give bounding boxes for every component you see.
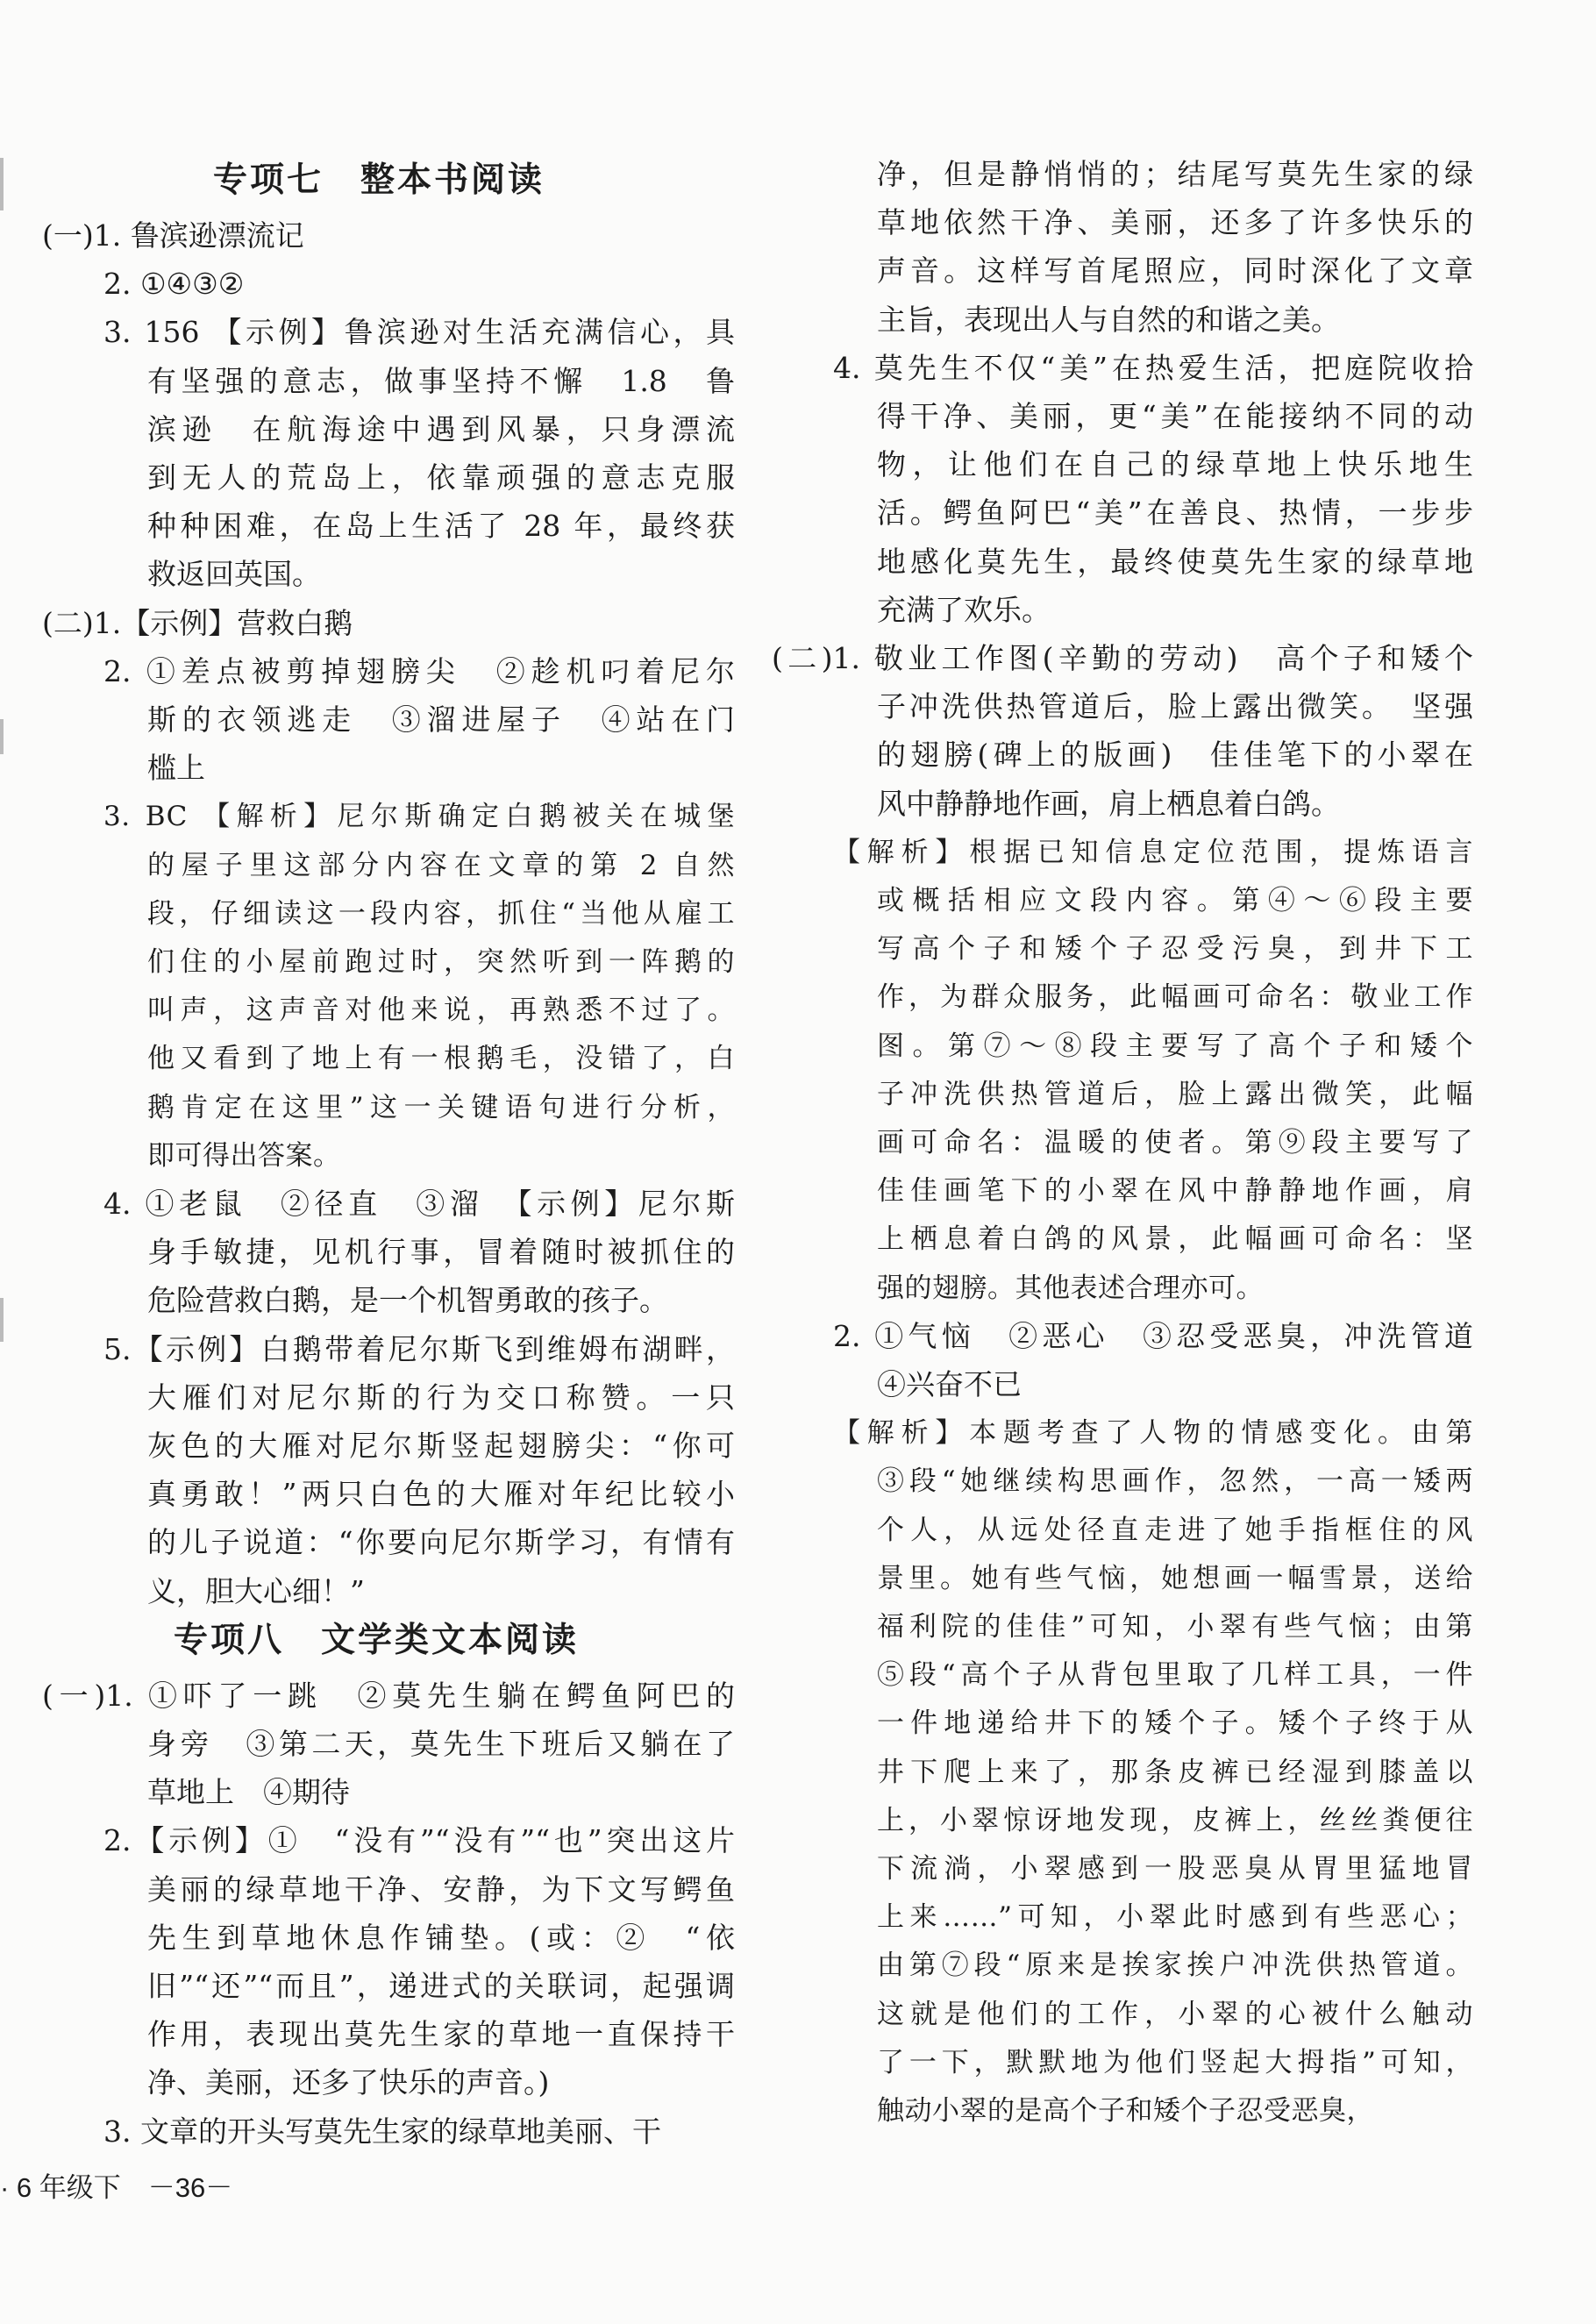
text-line: 身手敏捷，见机行事，冒着随时被抓住的 xyxy=(147,1235,735,1270)
text-line: 触动小翠的是高个子和矮个子忍受恶臭， xyxy=(877,2095,1374,2127)
text-line: 身旁 ③第二天，莫先生下班后又躺在了 xyxy=(147,1727,735,1761)
text-line: 美丽的绿草地干净、安静，为下文写鳄鱼 xyxy=(147,1871,735,1907)
text-line: 们住的小屋前跑过时，突然听到一阵鹅的 xyxy=(147,946,735,978)
text-line: 写高个子和矮个子忍受污臭，到井下工 xyxy=(877,933,1473,966)
text-line: 子冲洗供热管道后，脸上露出微笑，此幅 xyxy=(877,1078,1473,1110)
text-line: 的儿子说道：“你要向尼尔斯学习，有情有 xyxy=(147,1525,735,1560)
text-line: 上栖息着白鸽的风景，此幅画可命名：坚 xyxy=(877,1223,1473,1256)
text-line: 2. ①气恼 ②恶心 ③忍受恶臭，冲洗管道 xyxy=(833,1318,1473,1353)
page-edge-mark xyxy=(0,719,4,754)
text-line: (二)1.【示例】营救白鹅 xyxy=(42,605,353,640)
text-line: (一)1. ①吓了一跳 ②莫先生躺在鳄鱼阿巴的 xyxy=(42,1678,735,1713)
text-line: 即可得出答案。 xyxy=(147,1139,341,1172)
text-line: 【解析】根据已知信息定位范围，提炼语言 xyxy=(833,836,1473,868)
text-line: 子冲洗供热管道后，脸上露出微笑。 坚强 xyxy=(877,689,1473,724)
text-line: 有坚强的意志，做事坚持不懈 1.8 鲁 xyxy=(147,363,735,398)
text-line: 2.【示例】① “没有”“没有”“也”突出这片 xyxy=(103,1823,735,1858)
text-line: 或概括相应文段内容。第④～⑥段主要 xyxy=(877,885,1473,916)
text-line: 2. ①④③② xyxy=(103,267,245,302)
text-line: 2. ①差点被剪掉翅膀尖 ②趁机叼着尼尔 xyxy=(103,653,735,688)
section-title-8: 专项八 文学类文本阅读 xyxy=(174,1619,580,1660)
text-line: 【解析】本题考查了人物的情感变化。由第 xyxy=(833,1417,1473,1450)
text-line: 井下爬上来了，那条皮裤已经湿到膝盖以 xyxy=(877,1756,1473,1788)
text-line: 段，仔细读这一段内容，抓住“当他从雇工 xyxy=(147,897,735,930)
text-line: 的翅膀(碑上的版画) 佳佳笔下的小翠在 xyxy=(877,738,1473,773)
text-line: 得干净、美丽，更“美”在能接纳不同的动 xyxy=(877,399,1473,433)
text-line: 3. 文章的开头写莫先生家的绿草地美丽、干 xyxy=(103,2114,661,2149)
text-line: 活。鳄鱼阿巴“美”在善良、热情，一步步 xyxy=(877,495,1473,531)
text-line: (二)1. 敬业工作图(辛勤的劳动) 高个子和矮个 xyxy=(772,641,1473,675)
text-line: 下流淌，小翠感到一股恶臭从胃里猛地冒 xyxy=(877,1853,1473,1885)
text-line: 主旨，表现出人与自然的和谐之美。 xyxy=(877,302,1340,337)
text-line: 的屋子里这部分内容在文章的第 2 自然 xyxy=(147,849,735,881)
text-line: 他又看到了地上有一根鹅毛，没错了，白 xyxy=(147,1043,735,1075)
page-edge-mark xyxy=(0,158,4,210)
text-line: 草地上 ④期待 xyxy=(147,1775,350,1810)
text-line: 净、美丽，还多了快乐的声音。) xyxy=(147,2065,550,2100)
text-line: 风中静静地作画，肩上栖息着白鸽。 xyxy=(877,786,1340,821)
text-line: 先生到草地休息作铺垫。(或：② “依 xyxy=(147,1920,735,1955)
text-line: 个人，从远处径直走进了她手指框住的风 xyxy=(877,1514,1473,1546)
text-line: 上，小翠惊讶地发现，皮裤上，丝丝粪便往 xyxy=(877,1804,1473,1836)
text-line: 危险营救白鹅，是一个机智勇敢的孩子。 xyxy=(147,1283,668,1318)
text-line: 叫声，这声音对他来说，再熟悉不过了。 xyxy=(147,994,735,1027)
text-line: 上来……”可知，小翠此时感到有些恶心； xyxy=(877,1901,1473,1934)
text-line: 斯的衣领逃走 ③溜进屋子 ④站在门 xyxy=(147,702,735,737)
text-line: 福利院的佳佳”可知，小翠有些气恼；由第 xyxy=(877,1611,1473,1643)
text-line: 种种困难，在岛上生活了 28 年，最终获 xyxy=(147,509,735,544)
text-line: 槛上 xyxy=(147,751,205,786)
text-line: 图。第⑦～⑧段主要写了高个子和矮个 xyxy=(877,1030,1473,1062)
text-line: 地感化莫先生，最终使莫先生家的绿草地 xyxy=(877,544,1473,579)
text-line: 景里。她有些气恼，她想画一幅雪景，送给 xyxy=(877,1562,1473,1594)
page-footer: · 6 年级下 －36－ xyxy=(0,2172,233,2203)
text-line: ④兴奋不已 xyxy=(877,1367,1022,1401)
text-line: 滨逊 在航海途中遇到风暴，只身漂流 xyxy=(147,411,735,446)
text-line: 救返回英国。 xyxy=(147,557,321,592)
text-line: 由第⑦段“原来是挨家挨户冲洗供热管道。 xyxy=(877,1950,1473,1982)
text-line: 作用，表现出莫先生家的草地一直保持干 xyxy=(147,2017,735,2052)
text-line: 灰色的大雁对尼尔斯竖起翅膀尖：“你可 xyxy=(147,1429,735,1463)
text-line: 这就是他们的工作，小翠的心被什么触动 xyxy=(877,1998,1473,2030)
text-line: 义，胆大心细！” xyxy=(147,1573,365,1608)
text-line: 声音。这样写首尾照应，同时深化了文章 xyxy=(877,253,1473,289)
text-line: 真勇敢！”两只白色的大雁对年纪比较小 xyxy=(147,1477,735,1512)
text-line: 3. BC 【解析】尼尔斯确定白鹅被关在城堡 xyxy=(103,801,735,833)
text-line: 鹅肯定在这里”这一关键语句进行分析， xyxy=(147,1091,735,1123)
text-line: 4. 莫先生不仅“美”在热爱生活，把庭院收拾 xyxy=(833,350,1473,385)
text-line: 充满了欢乐。 xyxy=(877,592,1051,627)
text-line: 一件地递给井下的矮个子。矮个子终于从 xyxy=(877,1707,1473,1740)
text-line: 5.【示例】白鹅带着尼尔斯飞到维姆布湖畔， xyxy=(103,1331,735,1366)
text-line: 大雁们对尼尔斯的行为交口称赞。一只 xyxy=(147,1379,735,1415)
text-line: 3. 156 【示例】鲁滨逊对生活充满信心，具 xyxy=(103,315,735,350)
section-title-7: 专项七 整本书阅读 xyxy=(213,160,545,200)
text-line: 到无人的荒岛上，依靠顽强的意志克服 xyxy=(147,460,735,495)
text-line: 佳佳画笔下的小翠在风中静静地作画，肩 xyxy=(877,1175,1473,1208)
text-line: 了一下，默默地为他们竖起大拇指”可知， xyxy=(877,2046,1473,2078)
text-line: (一)1. 鲁滨逊漂流记 xyxy=(42,218,304,253)
text-line: ③段“她继续构思画作，忽然，一高一矮两 xyxy=(877,1465,1473,1498)
text-line: 强的翅膀。其他表述合理亦可。 xyxy=(877,1272,1264,1304)
page-edge-mark xyxy=(0,1298,4,1342)
text-line: 旧”“还”“而且”，递进式的关联词，起强调 xyxy=(147,1969,735,2003)
text-line: ⑤段“高个子从背包里取了几样工具，一件 xyxy=(877,1659,1473,1692)
text-line: 物，让他们在自己的绿草地上快乐地生 xyxy=(877,447,1473,482)
text-line: 草地依然干净、美丽，还多了许多快乐的 xyxy=(877,205,1473,240)
text-line: 4. ①老鼠 ②径直 ③溜 【示例】尼尔斯 xyxy=(103,1187,735,1221)
text-line: 画可命名：温暖的使者。第⑨段主要写了 xyxy=(877,1127,1473,1158)
text-line: 作，为群众服务，此幅画可命名：敬业工作 xyxy=(877,981,1473,1014)
text-line: 净，但是静悄悄的；结尾写莫先生家的绿 xyxy=(877,157,1473,191)
